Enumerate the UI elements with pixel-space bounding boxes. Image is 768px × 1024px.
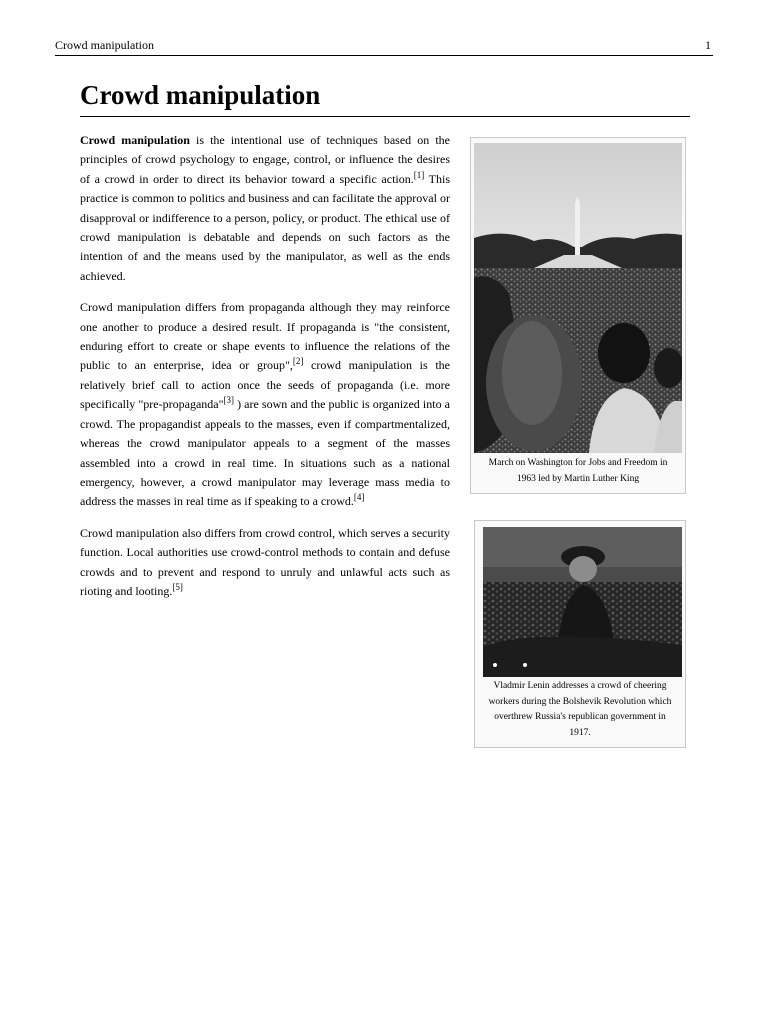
page-number: 1	[705, 38, 711, 52]
running-header	[55, 38, 713, 56]
reference-link-5[interactable]: [5]	[172, 581, 183, 592]
paragraph-text: ) are sown and the public is organized into a crowd. The propagandist appeals to the masses, even if compartmentalized, whereas the crowd manipulator appeals to a segment of the masses assembled into a crowd in real time. In situations such as a national emergency, however, a crowd manipulator may leverage mass media to address the masses in real time as if speaking to a crowd.	[80, 397, 450, 509]
lenin-speech-photo[interactable]	[483, 527, 682, 677]
figure-lenin-speech	[474, 520, 686, 748]
figure-march-on-washington	[470, 137, 686, 494]
running-header-title: Crowd manipulation	[55, 38, 154, 52]
lenin-speech-image	[483, 527, 682, 677]
figure-caption: March on Washington for Jobs and Freedom in 1963 led by Martin Luther King	[488, 458, 668, 484]
march-on-washington-image	[474, 143, 682, 453]
reference-link-4[interactable]: [4]	[353, 492, 365, 503]
article-title: Crowd manipulation	[80, 78, 690, 117]
reference-link-1[interactable]: [1]	[413, 169, 425, 180]
bold-term: Crowd manipulation	[80, 133, 190, 147]
reference-link-3[interactable]: [3]	[223, 395, 234, 406]
figure-caption: Vladmir Lenin addresses a crowd of cheering workers during the Bolshevik Revolution which overthrew Russia's republican government in 1917.	[488, 681, 672, 738]
paragraph-text: This practice is common to politics and business and can facilitate the approval or disapproval or indifference to a person, policy, or product. The ethical use of crowd manipulation is debatable and depends on such factors as the intention of and the means used by the manipulator, as well as the ends achieved.	[80, 171, 450, 283]
article-body	[80, 131, 450, 613]
paragraph-crowd-control	[80, 524, 450, 602]
paragraph-text: is the intentional use of techniques based on the principles of crowd psychology to engage, control, or influence the desires of a crowd in order to direct its behavior toward a specific action.	[80, 133, 450, 186]
reference-link-2[interactable]: [2]	[292, 356, 304, 367]
paragraph-intro	[80, 131, 450, 286]
paragraph-text: Crowd manipulation differs from propaganda although they may reinforce one another to produce a desired result. If propaganda is "the consistent, enduring effort to create or shape events to influence the relations of the public to an enterprise, idea or group",	[80, 300, 450, 373]
paragraph-propaganda	[80, 298, 450, 511]
paragraph-text: crowd manipulation is the relatively brief call to action once the seeds of propaganda (i.e. more specifically "pre-propaganda"	[80, 358, 450, 412]
paragraph-text: Crowd manipulation also differs from crowd control, which serves a security function. Local authorities use crowd-control methods to contain and defuse crowds and to prevent and respond to unruly and unlawful acts such as rioting and looting.	[80, 525, 450, 598]
march-on-washington-photo[interactable]	[474, 143, 682, 453]
